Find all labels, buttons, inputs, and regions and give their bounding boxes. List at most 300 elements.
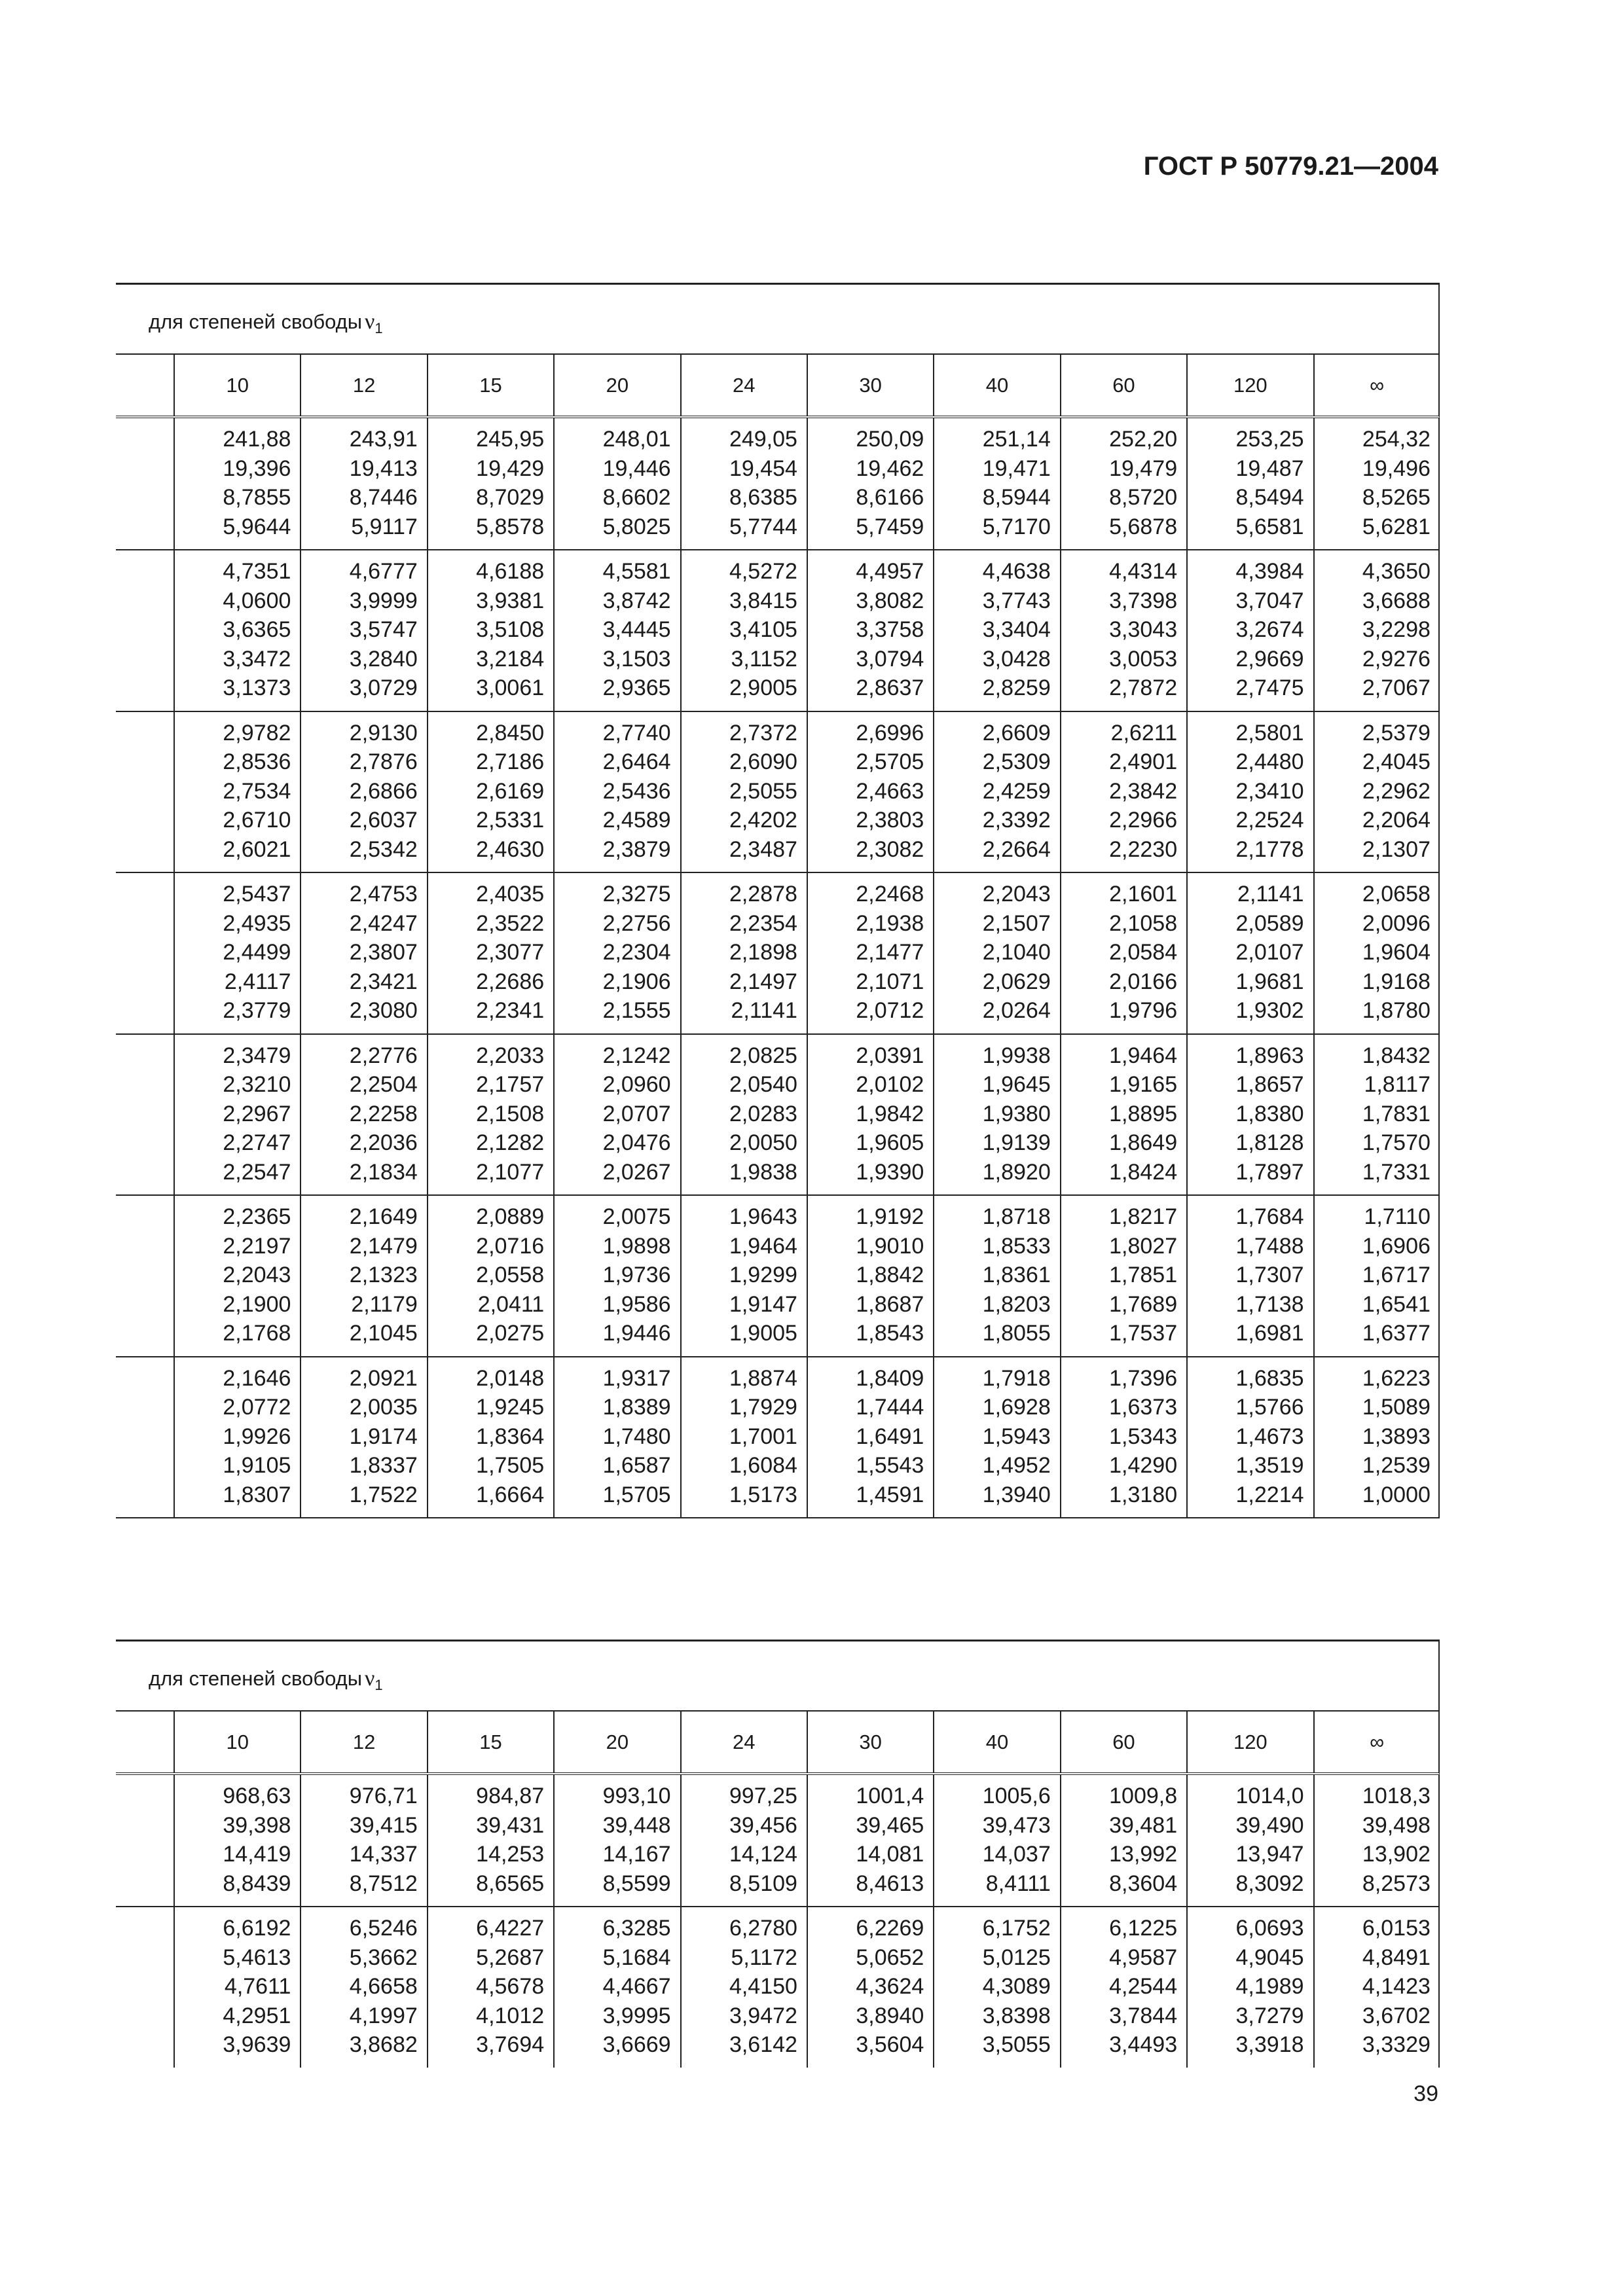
table-value: 3,3404 xyxy=(982,617,1051,642)
table-value: 1,9147 xyxy=(729,1291,797,1317)
table-value: 2,0707 xyxy=(602,1101,671,1126)
table-value: 8,5720 xyxy=(1109,485,1178,510)
table-value: 2,1323 xyxy=(349,1263,418,1287)
table-value: 4,1012 xyxy=(476,2003,545,2028)
column-header: 60 xyxy=(1060,355,1186,416)
table-value: 245,95 xyxy=(476,427,545,452)
table-value: 1,4290 xyxy=(1109,1453,1178,1478)
value-cell xyxy=(680,1775,807,1906)
value-cell xyxy=(680,1907,807,2068)
table-value: 3,2184 xyxy=(476,646,545,672)
table-value: 3,8398 xyxy=(982,2003,1051,2028)
table-value: 3,8415 xyxy=(729,588,797,613)
column-header: 12 xyxy=(300,355,426,416)
table-value: 2,1508 xyxy=(476,1101,545,1126)
table-value: 39,456 xyxy=(729,1812,797,1838)
table-value: 2,1497 xyxy=(729,969,797,994)
table-value: 3,4105 xyxy=(729,617,797,642)
table-value: 2,5436 xyxy=(602,778,671,804)
table-value: 2,9276 xyxy=(1362,646,1431,672)
table-value: 5,9117 xyxy=(351,514,418,539)
table-value: 39,490 xyxy=(1235,1812,1304,1838)
table-value: 2,2304 xyxy=(602,940,671,965)
table-value: 2,0558 xyxy=(476,1263,545,1287)
value-cell xyxy=(680,550,807,711)
table-value: 5,6281 xyxy=(1362,514,1431,539)
table-value: 1009,8 xyxy=(1109,1784,1178,1808)
table-value: 2,2341 xyxy=(476,998,545,1023)
table-value: 2,1938 xyxy=(856,910,924,936)
value-cell xyxy=(1313,418,1440,549)
table-value: 3,3918 xyxy=(1235,2032,1304,2057)
value-cell xyxy=(933,1357,1059,1518)
table-value: 8,4111 xyxy=(985,1871,1051,1896)
table-value: 2,4753 xyxy=(349,882,418,906)
table-value: 1,7897 xyxy=(1235,1159,1304,1185)
table-value: 2,0148 xyxy=(476,1365,545,1391)
table-value: 14,253 xyxy=(476,1842,545,1867)
table-value: 3,9999 xyxy=(349,588,418,613)
table-value: 6,1225 xyxy=(1109,1916,1178,1941)
value-group xyxy=(116,1035,1440,1196)
table-value: 2,1555 xyxy=(602,998,671,1023)
table-value: 39,415 xyxy=(349,1812,418,1838)
table-value: 2,2966 xyxy=(1109,808,1178,833)
table-value: 2,9005 xyxy=(729,675,797,700)
table-value: 2,3275 xyxy=(602,882,671,906)
table-value: 1,9380 xyxy=(982,1101,1051,1126)
value-group xyxy=(116,712,1440,874)
table-value: 2,2504 xyxy=(349,1072,418,1097)
table-value: 6,4227 xyxy=(476,1916,545,1941)
table-value: 3,0729 xyxy=(349,675,418,700)
table-value: 4,4957 xyxy=(856,559,924,584)
table-value: 1,6906 xyxy=(1362,1233,1431,1259)
table-value: 1,5705 xyxy=(602,1482,671,1507)
table-value: 1,8117 xyxy=(1364,1072,1431,1097)
table-value: 5,2687 xyxy=(476,1945,545,1970)
table-value: 1,9464 xyxy=(729,1233,797,1259)
column-header: ∞ xyxy=(1313,1712,1440,1772)
table-value: 4,3650 xyxy=(1362,559,1431,584)
table-value: 6,3285 xyxy=(602,1916,671,1941)
table-value: 2,5331 xyxy=(476,808,545,833)
value-cell xyxy=(427,873,553,1033)
table-value: 1,9838 xyxy=(729,1159,797,1185)
table-value: 14,337 xyxy=(349,1842,418,1867)
table-value: 2,7372 xyxy=(729,720,797,745)
value-cell xyxy=(807,1775,933,1906)
table-value: 14,037 xyxy=(982,1842,1051,1867)
table-value: 1,3519 xyxy=(1235,1453,1304,1478)
table-value: 1018,3 xyxy=(1362,1784,1431,1808)
table-value: 8,5109 xyxy=(729,1871,797,1896)
value-cell xyxy=(680,873,807,1033)
value-cell xyxy=(1060,873,1186,1033)
table-value: 5,7744 xyxy=(729,514,797,539)
table-value: 1,5543 xyxy=(856,1453,924,1478)
table-value: 2,6464 xyxy=(602,749,671,774)
column-header-row xyxy=(116,1710,1440,1775)
table-value: 1,6717 xyxy=(1362,1263,1431,1287)
table-value: 3,0061 xyxy=(476,675,545,700)
table-value: 1005,6 xyxy=(982,1784,1051,1808)
table-value: 2,0391 xyxy=(856,1043,924,1068)
table-value: 1,8874 xyxy=(729,1365,797,1391)
table-value: 2,4499 xyxy=(223,940,291,965)
table-value: 1,9165 xyxy=(1109,1072,1178,1097)
table-value: 1,8217 xyxy=(1109,1204,1178,1229)
table-value: 8,7855 xyxy=(223,485,291,510)
value-cell xyxy=(807,1357,933,1518)
table-value: 1,9446 xyxy=(602,1321,671,1346)
table-value: 2,2197 xyxy=(223,1233,291,1259)
table-value: 1,5173 xyxy=(729,1482,797,1507)
table-value: 2,0825 xyxy=(729,1043,797,1068)
value-cell xyxy=(427,1357,553,1518)
table-value: 1,8533 xyxy=(982,1233,1051,1259)
table-value: 2,1479 xyxy=(349,1233,418,1259)
caption-subscript: 1 xyxy=(374,320,383,337)
table-value: 2,0166 xyxy=(1109,969,1178,994)
table-value: 4,4667 xyxy=(602,1974,671,1999)
table-value: 1,6541 xyxy=(1362,1291,1431,1317)
table-value: 1,6373 xyxy=(1109,1395,1178,1420)
table-value: 2,8536 xyxy=(223,749,291,774)
table-value: 3,7743 xyxy=(982,588,1051,613)
table-value: 2,0107 xyxy=(1235,940,1304,965)
table-value: 2,2365 xyxy=(223,1204,291,1229)
table-value: 3,3472 xyxy=(223,646,291,672)
value-group xyxy=(116,873,1440,1035)
table-value: 39,448 xyxy=(602,1812,671,1838)
table-value: 5,6581 xyxy=(1235,514,1304,539)
table-value: 2,7534 xyxy=(223,778,291,804)
table-value: 19,462 xyxy=(856,456,924,481)
table-value: 4,5272 xyxy=(729,559,797,584)
table-value: 8,6385 xyxy=(729,485,797,510)
table-value: 14,081 xyxy=(856,1842,924,1867)
table-value: 2,4480 xyxy=(1235,749,1304,774)
value-cell xyxy=(680,1196,807,1356)
table-value: 19,471 xyxy=(982,456,1051,481)
caption-subscript: 1 xyxy=(374,1677,383,1694)
table-value: 2,4901 xyxy=(1109,749,1178,774)
value-cell xyxy=(300,873,426,1033)
table-value: 2,4589 xyxy=(602,808,671,833)
value-cell xyxy=(173,418,300,549)
column-header: ∞ xyxy=(1313,355,1440,416)
table-value: 5,1172 xyxy=(731,1945,797,1970)
value-cell xyxy=(427,712,553,872)
table-value: 2,6710 xyxy=(223,808,291,833)
table-value: 2,0712 xyxy=(856,998,924,1023)
caption-text: для степеней свободы xyxy=(149,310,363,333)
table-value: 2,2967 xyxy=(223,1101,291,1126)
table-value: 2,1900 xyxy=(223,1291,291,1317)
table-value: 2,0035 xyxy=(349,1395,418,1420)
table-value: 1,9245 xyxy=(476,1395,545,1420)
value-cell xyxy=(1186,712,1313,872)
value-cell xyxy=(173,1196,300,1356)
value-cell xyxy=(300,1035,426,1195)
table-value: 1,9605 xyxy=(856,1130,924,1155)
table-value: 2,6866 xyxy=(349,778,418,804)
value-cell xyxy=(553,1775,680,1906)
table-value: 2,8637 xyxy=(856,675,924,700)
table-value: 2,1307 xyxy=(1362,836,1431,862)
table-value: 984,87 xyxy=(476,1784,545,1808)
table-value: 8,2573 xyxy=(1362,1871,1431,1896)
table-value: 1,9317 xyxy=(602,1365,671,1391)
table-value: 1,9681 xyxy=(1235,969,1304,994)
table-value: 2,1778 xyxy=(1235,836,1304,862)
table-value: 19,396 xyxy=(223,456,291,481)
table-value: 2,9669 xyxy=(1235,646,1304,672)
table-value: 2,6037 xyxy=(349,808,418,833)
table-value: 1,7331 xyxy=(1362,1159,1431,1185)
table-value: 1,8409 xyxy=(856,1365,924,1391)
value-cell xyxy=(1313,1196,1440,1356)
caption-symbol: ν xyxy=(365,310,375,334)
table-value: 39,398 xyxy=(223,1812,291,1838)
table-value: 1,7831 xyxy=(1362,1101,1431,1126)
table-value: 2,1040 xyxy=(982,940,1051,965)
table-value: 19,496 xyxy=(1362,456,1431,481)
value-cell xyxy=(1313,712,1440,872)
table-value: 3,6669 xyxy=(602,2032,671,2057)
table-value: 2,5437 xyxy=(223,882,291,906)
table-value: 4,6658 xyxy=(349,1974,418,1999)
table-value: 8,5599 xyxy=(602,1871,671,1896)
table-value: 3,1152 xyxy=(731,646,797,672)
table-value: 1,7689 xyxy=(1109,1291,1178,1317)
table-value: 2,2547 xyxy=(223,1159,291,1185)
table-value: 2,1649 xyxy=(349,1204,418,1229)
table-value: 2,1077 xyxy=(476,1159,545,1185)
table-value: 2,0921 xyxy=(349,1365,418,1391)
value-cell xyxy=(1186,873,1313,1033)
table-value: 2,2747 xyxy=(223,1130,291,1155)
table-value: 14,419 xyxy=(223,1842,291,1867)
table-value: 2,4259 xyxy=(982,778,1051,804)
table-value: 1,7522 xyxy=(349,1482,418,1507)
value-cell xyxy=(933,550,1059,711)
table-value: 5,3662 xyxy=(349,1945,418,1970)
row-label-cell xyxy=(116,712,173,872)
table-value: 2,1242 xyxy=(602,1043,671,1068)
table-value: 13,992 xyxy=(1109,1842,1178,1867)
table-value: 3,9995 xyxy=(602,2003,671,2028)
column-header: 40 xyxy=(933,1712,1059,1772)
value-cell xyxy=(427,1196,553,1356)
table-value: 4,3624 xyxy=(856,1974,924,1999)
value-cell xyxy=(807,712,933,872)
value-cell xyxy=(553,712,680,872)
table-value: 1,8364 xyxy=(476,1424,545,1449)
table-value: 4,4314 xyxy=(1109,559,1178,584)
table-value: 1,9299 xyxy=(729,1263,797,1287)
caption-symbol: ν xyxy=(365,1666,375,1691)
table-value: 2,5379 xyxy=(1362,720,1431,745)
row-label-cell xyxy=(116,355,173,416)
table-value: 14,167 xyxy=(602,1842,671,1867)
table-value: 1,7684 xyxy=(1235,1204,1304,1229)
f-distribution-table-2 xyxy=(116,1640,1440,2068)
value-group xyxy=(116,1907,1440,2068)
table-value: 1,8963 xyxy=(1235,1043,1304,1068)
table-value: 3,7279 xyxy=(1235,2003,1304,2028)
table-value: 1,7001 xyxy=(729,1424,797,1449)
table-value: 2,2962 xyxy=(1362,778,1431,804)
table-value: 2,2468 xyxy=(856,882,924,906)
value-cell xyxy=(1060,1035,1186,1195)
row-label-cell xyxy=(116,1035,173,1195)
table-value: 1,7929 xyxy=(729,1395,797,1420)
table-value: 2,3479 xyxy=(223,1043,291,1068)
table-value: 3,7047 xyxy=(1235,588,1304,613)
table-value: 4,7351 xyxy=(223,559,291,584)
value-cell xyxy=(173,1775,300,1906)
table-value: 2,9365 xyxy=(602,675,671,700)
table-value: 2,5705 xyxy=(856,749,924,774)
table-value: 3,9381 xyxy=(476,588,545,613)
table-value: 2,4630 xyxy=(476,836,545,862)
table-value: 1,4673 xyxy=(1235,1424,1304,1449)
table-value: 2,1045 xyxy=(349,1321,418,1346)
table-value: 1,8027 xyxy=(1109,1233,1178,1259)
column-header: 10 xyxy=(173,355,300,416)
value-cell xyxy=(427,550,553,711)
table-value: 2,2043 xyxy=(223,1263,291,1287)
table-value: 1,7444 xyxy=(856,1395,924,1420)
table-caption xyxy=(149,310,383,337)
value-cell xyxy=(553,550,680,711)
table-value: 2,2686 xyxy=(476,969,545,994)
value-cell xyxy=(553,1907,680,2068)
table-value: 39,481 xyxy=(1109,1812,1178,1838)
table-value: 2,7872 xyxy=(1109,675,1178,700)
table-value: 8,5944 xyxy=(982,485,1051,510)
value-cell xyxy=(807,550,933,711)
table-value: 1,6587 xyxy=(602,1453,671,1478)
table-value: 1,8842 xyxy=(856,1263,924,1287)
table-value: 1,7918 xyxy=(982,1365,1051,1391)
column-header: 12 xyxy=(300,1712,426,1772)
table-value: 2,0584 xyxy=(1109,940,1178,965)
table-value: 2,8259 xyxy=(982,675,1051,700)
table-value: 2,2230 xyxy=(1109,836,1178,862)
table-value: 4,2951 xyxy=(223,2003,291,2028)
value-cell xyxy=(1313,550,1440,711)
table-value: 2,1179 xyxy=(351,1291,418,1317)
value-cell xyxy=(173,712,300,872)
table-value: 2,0476 xyxy=(602,1130,671,1155)
column-header: 15 xyxy=(427,1712,553,1772)
table-value: 3,8940 xyxy=(856,2003,924,2028)
table-value: 250,09 xyxy=(856,427,924,452)
column-header: 40 xyxy=(933,355,1059,416)
value-cell xyxy=(1186,1035,1313,1195)
table-value: 2,6609 xyxy=(982,720,1051,745)
table-value: 1,8920 xyxy=(982,1159,1051,1185)
table-value: 8,6602 xyxy=(602,485,671,510)
table-value: 5,0652 xyxy=(856,1945,924,1970)
table-value: 6,2269 xyxy=(856,1916,924,1941)
value-cell xyxy=(1313,1775,1440,1906)
table-value: 2,9130 xyxy=(349,720,418,745)
document-code: ГОСТ Р 50779.21—2004 xyxy=(1143,152,1438,181)
table-value: 2,5342 xyxy=(349,836,418,862)
table-value: 1,9796 xyxy=(1109,998,1178,1023)
table-value: 4,0600 xyxy=(223,588,291,613)
table-value: 1,4591 xyxy=(856,1482,924,1507)
table-value: 252,20 xyxy=(1109,427,1178,452)
table-value: 1,2214 xyxy=(1235,1482,1304,1507)
table-value: 39,498 xyxy=(1362,1812,1431,1838)
table-value: 3,6142 xyxy=(729,2032,797,2057)
table-value: 2,3487 xyxy=(729,836,797,862)
table-value: 3,3329 xyxy=(1362,2032,1431,2057)
table-value: 3,5747 xyxy=(349,617,418,642)
value-cell xyxy=(933,1196,1059,1356)
value-cell xyxy=(1313,1357,1440,1518)
table-value: 1,6981 xyxy=(1235,1321,1304,1346)
table-value: 2,2258 xyxy=(349,1101,418,1126)
table-value: 2,1757 xyxy=(476,1072,545,1097)
table-value: 3,5604 xyxy=(856,2032,924,2057)
table-value: 1,3893 xyxy=(1362,1424,1431,1449)
table-value: 1,7537 xyxy=(1109,1321,1178,1346)
table-value: 2,6090 xyxy=(729,749,797,774)
table-value: 2,0411 xyxy=(477,1291,545,1317)
table-value: 2,7186 xyxy=(476,749,545,774)
table-value: 976,71 xyxy=(349,1784,418,1808)
value-cell xyxy=(933,418,1059,549)
table-value: 13,947 xyxy=(1235,1842,1304,1867)
value-cell xyxy=(427,1775,553,1906)
table-value: 3,3043 xyxy=(1109,617,1178,642)
table-value: 2,3879 xyxy=(602,836,671,862)
table-value: 254,32 xyxy=(1362,427,1431,452)
table-value: 2,6169 xyxy=(476,778,545,804)
table-value: 1,8718 xyxy=(982,1204,1051,1229)
table-value: 1,9586 xyxy=(602,1291,671,1317)
table-value: 4,7611 xyxy=(224,1974,291,1999)
value-cell xyxy=(173,873,300,1033)
row-label-cell xyxy=(116,1357,173,1518)
table-value: 2,3082 xyxy=(856,836,924,862)
table-value: 2,2043 xyxy=(982,882,1051,906)
table-value: 2,4935 xyxy=(223,910,291,936)
value-cell xyxy=(807,1196,933,1356)
table-value: 2,0050 xyxy=(729,1130,797,1155)
table-value: 1,7480 xyxy=(602,1424,671,1449)
table-value: 2,1058 xyxy=(1109,910,1178,936)
value-cell xyxy=(807,1907,933,2068)
table-caption xyxy=(149,1666,383,1694)
table-value: 2,4035 xyxy=(476,882,545,906)
table-value: 2,6996 xyxy=(856,720,924,745)
table-value: 1,9010 xyxy=(856,1233,924,1259)
column-header: 20 xyxy=(553,1712,680,1772)
table-value: 19,413 xyxy=(349,456,418,481)
table-value: 1,8337 xyxy=(349,1453,418,1478)
table-value: 2,3807 xyxy=(349,940,418,965)
table-value: 1,9464 xyxy=(1109,1043,1178,1068)
page-number: 39 xyxy=(1413,2081,1438,2106)
table-value: 2,0772 xyxy=(223,1395,291,1420)
